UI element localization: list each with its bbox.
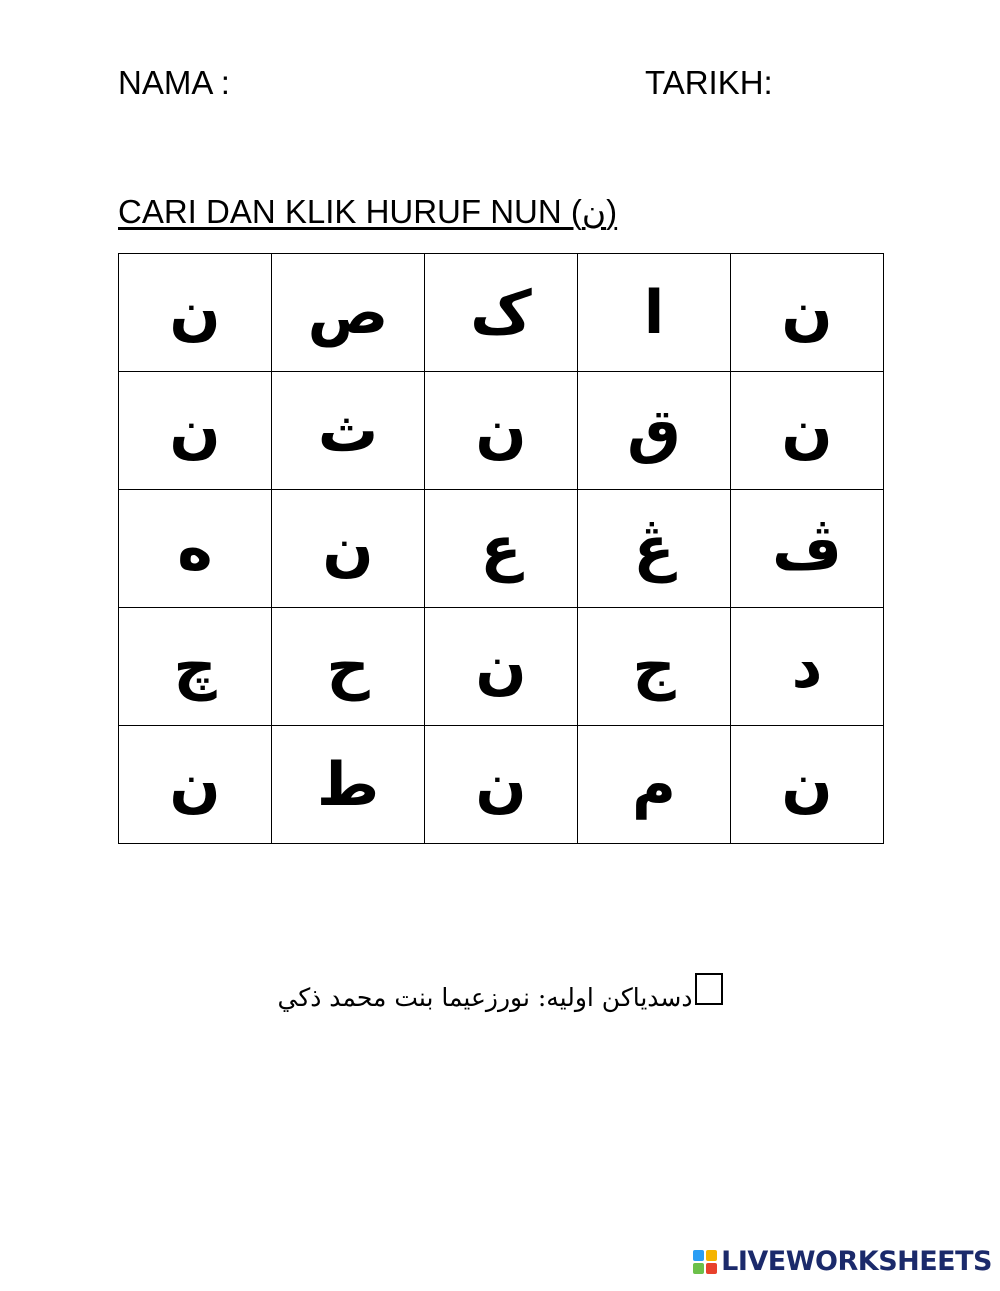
letter-cell[interactable]: ن (425, 372, 578, 490)
letter-cell[interactable]: ڤ (731, 490, 884, 608)
letter-cell[interactable]: ن (731, 726, 884, 844)
logo-square (706, 1250, 717, 1261)
letter-cell[interactable]: ن (272, 490, 425, 608)
letter-cell[interactable]: ن (119, 372, 272, 490)
letter-cell[interactable]: ه (119, 490, 272, 608)
letter-cell[interactable]: م (578, 726, 731, 844)
liveworksheets-logo-icon (693, 1250, 717, 1274)
grid-row (119, 608, 884, 726)
liveworksheets-logo (693, 1246, 992, 1277)
instruction-heading: CARI DAN KLIK HURUF NUN (ن) (118, 193, 618, 230)
credit-text: دسدياکن اوليه: نورزعيما بنت محمد ذکي (277, 983, 693, 1012)
logo-square (693, 1250, 704, 1261)
letter-cell[interactable]: ا (578, 254, 731, 372)
tarikh-label: TARIKH: (645, 64, 773, 101)
letter-cell[interactable]: ن (119, 254, 272, 372)
letter-cell[interactable]: ن (425, 608, 578, 726)
grid-row (119, 490, 884, 608)
letter-cell[interactable]: د (731, 608, 884, 726)
letter-cell[interactable]: ن (731, 372, 884, 490)
letter-cell[interactable]: ڠ (578, 490, 731, 608)
grid-row (119, 726, 884, 844)
letter-cell[interactable]: ح (272, 608, 425, 726)
letter-cell[interactable]: ط (272, 726, 425, 844)
brand-text: LIVEWORKSHEETS (721, 1246, 992, 1277)
letter-cell[interactable]: ث (272, 372, 425, 490)
letter-cell[interactable]: ع (425, 490, 578, 608)
letter-grid (118, 253, 884, 844)
credit-line (0, 965, 1000, 1012)
letter-cell[interactable]: ک (425, 254, 578, 372)
grid-row (119, 372, 884, 490)
letter-cell[interactable]: ج (578, 608, 731, 726)
logo-square (706, 1263, 717, 1274)
letter-cell[interactable]: ن (119, 726, 272, 844)
letter-cell[interactable]: چ (119, 608, 272, 726)
checkbox-square (695, 973, 723, 1005)
letter-cell[interactable]: ن (731, 254, 884, 372)
letter-cell[interactable]: ق (578, 372, 731, 490)
letter-cell[interactable]: ص (272, 254, 425, 372)
logo-square (693, 1263, 704, 1274)
grid-row (119, 254, 884, 372)
letter-cell[interactable]: ن (425, 726, 578, 844)
nama-label: NAMA : (118, 64, 230, 101)
